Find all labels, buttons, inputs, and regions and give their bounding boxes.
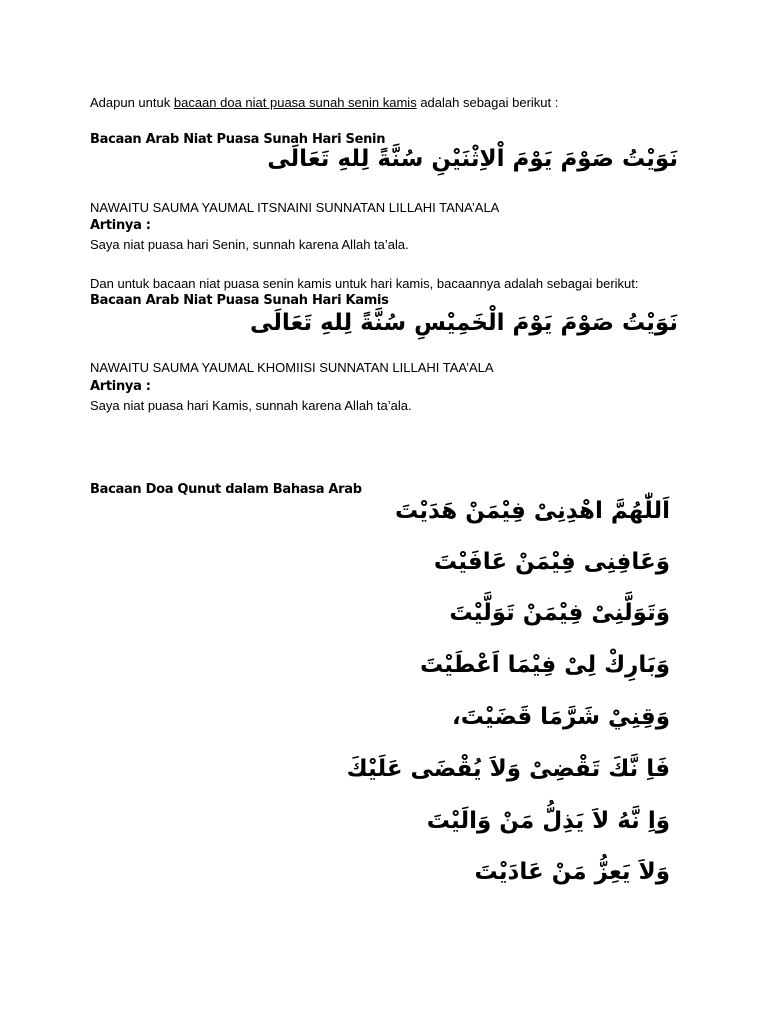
senin-arabic: نَوَيْتُ صَوْمَ يَوْمَ اْلاِثْنَيْنِ سُنَّةً لِلهِ تَعَالَى (267, 146, 678, 172)
senin-meaning-label: Artinya : (90, 218, 151, 233)
transition-paragraph: Dan untuk bacaan niat puasa senin kamis untuk hari kamis, bacaannya adalah sebagai berikut: (90, 276, 639, 291)
senin-meaning: Saya niat puasa hari Senin, sunnah karena Allah ta’ala. (90, 237, 409, 252)
intro-prefix: Adapun untuk (90, 95, 174, 110)
kamis-meaning: Saya niat puasa hari Kamis, sunnah karena Allah ta’ala. (90, 398, 412, 413)
qunut-line: فَاِ نَّكَ تَقْضِىْ وَلاَ يُقْضَى عَلَيْكَ (346, 756, 670, 782)
qunut-line: وَعَافِنِى فِيْمَنْ عَافَيْتَ (433, 549, 670, 575)
intro-paragraph (90, 95, 558, 110)
qunut-line: اَللّٰهُمَّ اهْدِنِىْ فِيْمَنْ هَدَيْتَ (395, 498, 670, 524)
qunut-line: وَتَوَلَّنِىْ فِيْمَنْ تَوَلَّيْتَ (449, 600, 670, 626)
qunut-heading: Bacaan Doa Qunut dalam Bahasa Arab (90, 482, 362, 497)
kamis-heading: Bacaan Arab Niat Puasa Sunah Hari Kamis (90, 293, 389, 308)
qunut-line: وَقِنِيْ شَرَّمَا قَضَيْتَ، (451, 704, 670, 730)
kamis-meaning-label: Artinya : (90, 379, 151, 394)
senin-latin: NAWAITU SAUMA YAUMAL ITSNAINI SUNNATAN LILLAHI TANA’ALA (90, 200, 500, 215)
qunut-line: وَلاَ يَعِزُّ مَنْ عَادَيْتَ (474, 859, 670, 885)
senin-heading: Bacaan Arab Niat Puasa Sunah Hari Senin (90, 132, 386, 147)
kamis-arabic: نَوَيْتُ صَوْمَ يَوْمَ الْخَمِيْسِ سُنَّةً لِلهِ تَعَالَى (249, 310, 678, 336)
qunut-line: وَاِ نَّهُ لاَ يَذِلُّ مَنْ وَالَيْتَ (426, 808, 670, 834)
kamis-latin: NAWAITU SAUMA YAUMAL KHOMIISI SUNNATAN LILLAHI TAA’ALA (90, 360, 494, 375)
intro-link[interactable]: bacaan doa niat puasa sunah senin kamis (173, 95, 417, 110)
qunut-line: وَبَارِكْ لِىْ فِيْمَا اَعْطَيْتَ (419, 652, 670, 678)
intro-suffix: adalah sebagai berikut : (416, 95, 559, 110)
